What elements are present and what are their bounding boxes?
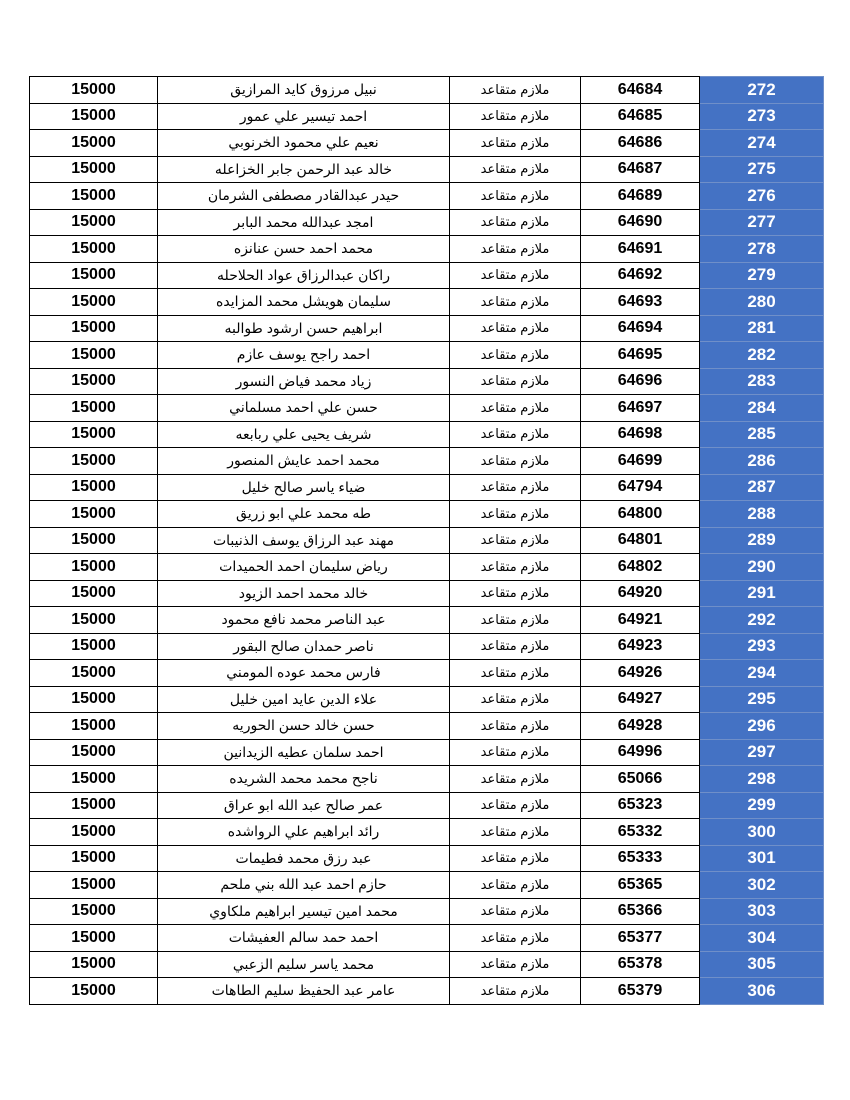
military-number-cell: 64692 bbox=[581, 262, 700, 289]
rank-cell: ملازم متقاعد bbox=[450, 421, 581, 448]
rank-cell: ملازم متقاعد bbox=[450, 554, 581, 581]
table-row bbox=[30, 501, 824, 528]
amount-cell: 15000 bbox=[30, 156, 158, 183]
sequence-cell: 295 bbox=[700, 686, 824, 713]
military-number-cell: 64695 bbox=[581, 342, 700, 369]
amount-cell: 15000 bbox=[30, 554, 158, 581]
sequence-cell: 306 bbox=[700, 978, 824, 1005]
sequence-cell: 281 bbox=[700, 315, 824, 342]
amount-cell: 15000 bbox=[30, 342, 158, 369]
rank-cell: ملازم متقاعد bbox=[450, 607, 581, 634]
sequence-cell: 290 bbox=[700, 554, 824, 581]
rank-cell: ملازم متقاعد bbox=[450, 527, 581, 554]
table-row bbox=[30, 607, 824, 634]
sequence-cell: 276 bbox=[700, 183, 824, 210]
table-row bbox=[30, 262, 824, 289]
amount-cell: 15000 bbox=[30, 713, 158, 740]
name-cell: احمد حمد سالم العفيشات bbox=[158, 925, 450, 952]
name-cell: عمر صالح عبد الله ابو عراق bbox=[158, 792, 450, 819]
rank-cell: ملازم متقاعد bbox=[450, 183, 581, 210]
sequence-cell: 303 bbox=[700, 898, 824, 925]
table-row bbox=[30, 898, 824, 925]
table-row bbox=[30, 554, 824, 581]
military-number-cell: 64927 bbox=[581, 686, 700, 713]
sequence-cell: 274 bbox=[700, 130, 824, 157]
amount-cell: 15000 bbox=[30, 872, 158, 899]
amount-cell: 15000 bbox=[30, 951, 158, 978]
roster-table-body bbox=[30, 77, 824, 1005]
name-cell: محمد احمد حسن عنانزه bbox=[158, 236, 450, 263]
sequence-cell: 293 bbox=[700, 633, 824, 660]
rank-cell: ملازم متقاعد bbox=[450, 368, 581, 395]
name-cell: عبد رزق محمد فطيمات bbox=[158, 845, 450, 872]
name-cell: مهند عبد الرزاق يوسف الذنيبات bbox=[158, 527, 450, 554]
name-cell: عبد الناصر محمد نافع محمود bbox=[158, 607, 450, 634]
name-cell: شريف يحيى علي ربابعه bbox=[158, 421, 450, 448]
military-number-cell: 64921 bbox=[581, 607, 700, 634]
military-number-cell: 64690 bbox=[581, 209, 700, 236]
table-row bbox=[30, 739, 824, 766]
amount-cell: 15000 bbox=[30, 819, 158, 846]
amount-cell: 15000 bbox=[30, 262, 158, 289]
table-row bbox=[30, 766, 824, 793]
name-cell: عامر عبد الحفيظ سليم الطاهات bbox=[158, 978, 450, 1005]
name-cell: ابراهيم حسن ارشود طوالبه bbox=[158, 315, 450, 342]
table-row bbox=[30, 156, 824, 183]
table-row bbox=[30, 130, 824, 157]
military-number-cell: 64684 bbox=[581, 77, 700, 104]
military-number-cell: 64699 bbox=[581, 448, 700, 475]
name-cell: زياد محمد فياض النسور bbox=[158, 368, 450, 395]
sequence-cell: 297 bbox=[700, 739, 824, 766]
amount-cell: 15000 bbox=[30, 792, 158, 819]
name-cell: نعيم علي محمود الخرنوبي bbox=[158, 130, 450, 157]
amount-cell: 15000 bbox=[30, 474, 158, 501]
sequence-cell: 288 bbox=[700, 501, 824, 528]
amount-cell: 15000 bbox=[30, 580, 158, 607]
sequence-cell: 284 bbox=[700, 395, 824, 422]
table-row bbox=[30, 209, 824, 236]
table-row bbox=[30, 342, 824, 369]
table-row bbox=[30, 580, 824, 607]
rank-cell: ملازم متقاعد bbox=[450, 236, 581, 263]
amount-cell: 15000 bbox=[30, 315, 158, 342]
name-cell: فارس محمد عوده المومني bbox=[158, 660, 450, 687]
table-row bbox=[30, 792, 824, 819]
amount-cell: 15000 bbox=[30, 766, 158, 793]
sequence-cell: 287 bbox=[700, 474, 824, 501]
table-row bbox=[30, 77, 824, 104]
table-row bbox=[30, 421, 824, 448]
amount-cell: 15000 bbox=[30, 209, 158, 236]
rank-cell: ملازم متقاعد bbox=[450, 130, 581, 157]
amount-cell: 15000 bbox=[30, 395, 158, 422]
sequence-cell: 272 bbox=[700, 77, 824, 104]
military-number-cell: 64691 bbox=[581, 236, 700, 263]
military-number-cell: 65366 bbox=[581, 898, 700, 925]
military-number-cell: 64802 bbox=[581, 554, 700, 581]
rank-cell: ملازم متقاعد bbox=[450, 156, 581, 183]
amount-cell: 15000 bbox=[30, 236, 158, 263]
sequence-cell: 282 bbox=[700, 342, 824, 369]
amount-cell: 15000 bbox=[30, 77, 158, 104]
rank-cell: ملازم متقاعد bbox=[450, 633, 581, 660]
name-cell: احمد سلمان عطيه الزيدانين bbox=[158, 739, 450, 766]
amount-cell: 15000 bbox=[30, 633, 158, 660]
name-cell: محمد ياسر سليم الزعبي bbox=[158, 951, 450, 978]
rank-cell: ملازم متقاعد bbox=[450, 872, 581, 899]
table-row bbox=[30, 951, 824, 978]
sequence-cell: 277 bbox=[700, 209, 824, 236]
sequence-cell: 294 bbox=[700, 660, 824, 687]
table-row bbox=[30, 395, 824, 422]
rank-cell: ملازم متقاعد bbox=[450, 819, 581, 846]
rank-cell: ملازم متقاعد bbox=[450, 315, 581, 342]
table-row bbox=[30, 103, 824, 130]
name-cell: حيدر عبدالقادر مصطفى الشرمان bbox=[158, 183, 450, 210]
sequence-cell: 298 bbox=[700, 766, 824, 793]
military-number-cell: 65333 bbox=[581, 845, 700, 872]
sequence-cell: 278 bbox=[700, 236, 824, 263]
rank-cell: ملازم متقاعد bbox=[450, 686, 581, 713]
name-cell: خالد محمد احمد الزيود bbox=[158, 580, 450, 607]
rank-cell: ملازم متقاعد bbox=[450, 951, 581, 978]
name-cell: رائد ابراهيم علي الرواشده bbox=[158, 819, 450, 846]
rank-cell: ملازم متقاعد bbox=[450, 792, 581, 819]
military-number-cell: 64800 bbox=[581, 501, 700, 528]
military-number-cell: 64926 bbox=[581, 660, 700, 687]
military-number-cell: 64923 bbox=[581, 633, 700, 660]
rank-cell: ملازم متقاعد bbox=[450, 209, 581, 236]
name-cell: راكان عبدالرزاق عواد الحلاحله bbox=[158, 262, 450, 289]
amount-cell: 15000 bbox=[30, 978, 158, 1005]
sequence-cell: 292 bbox=[700, 607, 824, 634]
name-cell: علاء الدين عايد امين خليل bbox=[158, 686, 450, 713]
military-number-cell: 64685 bbox=[581, 103, 700, 130]
table-row bbox=[30, 183, 824, 210]
military-number-cell: 64920 bbox=[581, 580, 700, 607]
table-row bbox=[30, 633, 824, 660]
rank-cell: ملازم متقاعد bbox=[450, 580, 581, 607]
amount-cell: 15000 bbox=[30, 368, 158, 395]
name-cell: محمد احمد عايش المنصور bbox=[158, 448, 450, 475]
table-row bbox=[30, 819, 824, 846]
military-number-cell: 65365 bbox=[581, 872, 700, 899]
sequence-cell: 279 bbox=[700, 262, 824, 289]
amount-cell: 15000 bbox=[30, 686, 158, 713]
military-number-cell: 64928 bbox=[581, 713, 700, 740]
military-number-cell: 64693 bbox=[581, 289, 700, 316]
name-cell: نبيل مرزوق كايد المرازيق bbox=[158, 77, 450, 104]
rank-cell: ملازم متقاعد bbox=[450, 766, 581, 793]
name-cell: احمد تيسير علي عمور bbox=[158, 103, 450, 130]
amount-cell: 15000 bbox=[30, 103, 158, 130]
rank-cell: ملازم متقاعد bbox=[450, 925, 581, 952]
sequence-cell: 301 bbox=[700, 845, 824, 872]
table-row bbox=[30, 236, 824, 263]
sequence-cell: 275 bbox=[700, 156, 824, 183]
military-number-cell: 64996 bbox=[581, 739, 700, 766]
amount-cell: 15000 bbox=[30, 845, 158, 872]
roster-table bbox=[29, 76, 824, 1005]
sequence-cell: 280 bbox=[700, 289, 824, 316]
amount-cell: 15000 bbox=[30, 607, 158, 634]
rank-cell: ملازم متقاعد bbox=[450, 474, 581, 501]
sequence-cell: 300 bbox=[700, 819, 824, 846]
table-row bbox=[30, 368, 824, 395]
sequence-cell: 291 bbox=[700, 580, 824, 607]
table-row bbox=[30, 713, 824, 740]
table-row bbox=[30, 527, 824, 554]
name-cell: ناصر حمدان صالح البقور bbox=[158, 633, 450, 660]
military-number-cell: 65332 bbox=[581, 819, 700, 846]
military-number-cell: 65377 bbox=[581, 925, 700, 952]
name-cell: ناجح محمد محمد الشريده bbox=[158, 766, 450, 793]
military-number-cell: 64696 bbox=[581, 368, 700, 395]
military-number-cell: 65379 bbox=[581, 978, 700, 1005]
name-cell: احمد راجح يوسف عازم bbox=[158, 342, 450, 369]
rank-cell: ملازم متقاعد bbox=[450, 501, 581, 528]
sequence-cell: 305 bbox=[700, 951, 824, 978]
sequence-cell: 296 bbox=[700, 713, 824, 740]
name-cell: ضياء ياسر صالح خليل bbox=[158, 474, 450, 501]
military-number-cell: 64697 bbox=[581, 395, 700, 422]
name-cell: امجد عبدالله محمد البابر bbox=[158, 209, 450, 236]
sequence-cell: 285 bbox=[700, 421, 824, 448]
rank-cell: ملازم متقاعد bbox=[450, 660, 581, 687]
amount-cell: 15000 bbox=[30, 501, 158, 528]
sequence-cell: 302 bbox=[700, 872, 824, 899]
sequence-cell: 299 bbox=[700, 792, 824, 819]
name-cell: رياض سليمان احمد الحميدات bbox=[158, 554, 450, 581]
table-row bbox=[30, 474, 824, 501]
military-number-cell: 64801 bbox=[581, 527, 700, 554]
rank-cell: ملازم متقاعد bbox=[450, 103, 581, 130]
rank-cell: ملازم متقاعد bbox=[450, 898, 581, 925]
military-number-cell: 64794 bbox=[581, 474, 700, 501]
rank-cell: ملازم متقاعد bbox=[450, 713, 581, 740]
table-row bbox=[30, 448, 824, 475]
name-cell: طه محمد علي ابو زريق bbox=[158, 501, 450, 528]
table-row bbox=[30, 845, 824, 872]
name-cell: حسن خالد حسن الحوريه bbox=[158, 713, 450, 740]
amount-cell: 15000 bbox=[30, 448, 158, 475]
military-number-cell: 65378 bbox=[581, 951, 700, 978]
table-row bbox=[30, 289, 824, 316]
rank-cell: ملازم متقاعد bbox=[450, 739, 581, 766]
table-row bbox=[30, 925, 824, 952]
rank-cell: ملازم متقاعد bbox=[450, 395, 581, 422]
rank-cell: ملازم متقاعد bbox=[450, 845, 581, 872]
sequence-cell: 273 bbox=[700, 103, 824, 130]
name-cell: سليمان هويشل محمد المزايده bbox=[158, 289, 450, 316]
name-cell: حسن علي احمد مسلماني bbox=[158, 395, 450, 422]
amount-cell: 15000 bbox=[30, 130, 158, 157]
military-number-cell: 64687 bbox=[581, 156, 700, 183]
rank-cell: ملازم متقاعد bbox=[450, 342, 581, 369]
name-cell: حازم احمد عبد الله بني ملحم bbox=[158, 872, 450, 899]
amount-cell: 15000 bbox=[30, 421, 158, 448]
amount-cell: 15000 bbox=[30, 898, 158, 925]
table-row bbox=[30, 660, 824, 687]
military-number-cell: 64689 bbox=[581, 183, 700, 210]
rank-cell: ملازم متقاعد bbox=[450, 448, 581, 475]
name-cell: خالد عبد الرحمن جابر الخزاعله bbox=[158, 156, 450, 183]
name-cell: محمد امين تيسير ابراهيم ملكاوي bbox=[158, 898, 450, 925]
rank-cell: ملازم متقاعد bbox=[450, 978, 581, 1005]
rank-cell: ملازم متقاعد bbox=[450, 77, 581, 104]
military-number-cell: 64698 bbox=[581, 421, 700, 448]
military-number-cell: 65323 bbox=[581, 792, 700, 819]
sequence-cell: 286 bbox=[700, 448, 824, 475]
amount-cell: 15000 bbox=[30, 289, 158, 316]
table-row bbox=[30, 315, 824, 342]
military-number-cell: 64686 bbox=[581, 130, 700, 157]
amount-cell: 15000 bbox=[30, 183, 158, 210]
amount-cell: 15000 bbox=[30, 739, 158, 766]
rank-cell: ملازم متقاعد bbox=[450, 289, 581, 316]
amount-cell: 15000 bbox=[30, 527, 158, 554]
amount-cell: 15000 bbox=[30, 925, 158, 952]
military-number-cell: 65066 bbox=[581, 766, 700, 793]
military-number-cell: 64694 bbox=[581, 315, 700, 342]
sequence-cell: 289 bbox=[700, 527, 824, 554]
sequence-cell: 283 bbox=[700, 368, 824, 395]
rank-cell: ملازم متقاعد bbox=[450, 262, 581, 289]
table-row bbox=[30, 978, 824, 1005]
table-row bbox=[30, 872, 824, 899]
table-row bbox=[30, 686, 824, 713]
amount-cell: 15000 bbox=[30, 660, 158, 687]
sequence-cell: 304 bbox=[700, 925, 824, 952]
